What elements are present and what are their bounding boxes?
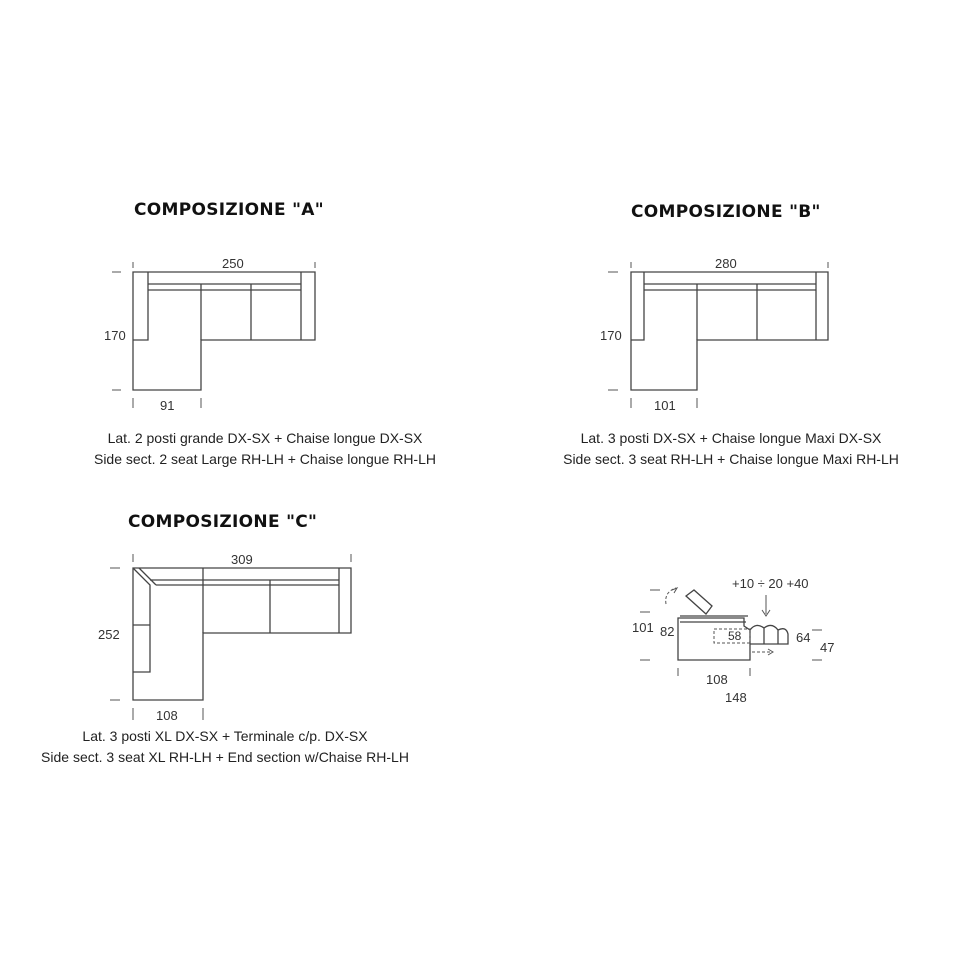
composition-c-title: COMPOSIZIONE "C" — [128, 512, 318, 532]
composition-c-chaise-label: 108 — [156, 708, 178, 723]
composition-c-depth-label: 252 — [98, 627, 120, 642]
composition-c-seat-lines — [203, 568, 270, 633]
side-profile-headrest — [686, 590, 712, 614]
composition-a-backrest — [148, 284, 301, 290]
side-profile-drawing — [678, 590, 788, 660]
composition-a-caption-en: Side sect. 2 seat Large RH-LH + Chaise longue RH-LH — [93, 451, 436, 467]
depth-label: 108 — [706, 672, 728, 687]
back-height-label: 82 — [660, 624, 675, 639]
composition-c-dimension-ticks — [110, 554, 351, 720]
composition-c-width-label: 309 — [231, 552, 253, 567]
composition-b-left-arm — [631, 272, 644, 340]
seat-depth-label: 58 — [728, 629, 742, 643]
composition-a-plan — [133, 272, 315, 390]
headrest-motion-arrow — [666, 588, 676, 604]
composition-b-plan — [631, 272, 828, 390]
composition-b-chaise-label: 101 — [654, 398, 676, 413]
seat-height-label: 64 — [796, 630, 811, 645]
composition-b-backrest — [644, 284, 816, 290]
composition-a-depth-label: 170 — [104, 328, 126, 343]
headrest-adjust-label: +10 ÷ 20 +40 — [732, 576, 809, 591]
composition-b-depth-label: 170 — [600, 328, 622, 343]
composition-c-plan — [133, 568, 351, 700]
headrest-arrowhead — [672, 588, 677, 593]
composition-a-seat-lines — [201, 284, 251, 340]
composition-a-chaise-label: 91 — [160, 398, 175, 413]
extended-depth-label: 148 — [725, 690, 747, 705]
composition-b-width-label: 280 — [715, 256, 737, 271]
composition-c-caption-it: Lat. 3 posti XL DX-SX + Terminale c/p. DX-SX — [82, 728, 368, 744]
composition-a-width-label: 250 — [222, 256, 244, 271]
composition-b-title: COMPOSIZIONE "B" — [631, 202, 821, 222]
composition-b-caption-en: Side sect. 3 seat RH-LH + Chaise longue Maxi RH-LH — [563, 451, 899, 467]
composition-c-backrest — [150, 580, 339, 585]
side-profile-footrest — [750, 625, 788, 644]
composition-c-caption-en: Side sect. 3 seat XL RH-LH + End section w/Chaise RH-LH — [41, 749, 409, 765]
composition-a-left-arm — [133, 272, 148, 340]
composition-c-corner-back — [133, 568, 156, 672]
composition-b-caption-it: Lat. 3 posti DX-SX + Chaise longue Maxi DX-SX — [580, 430, 882, 446]
composition-a-title: COMPOSIZIONE "A" — [134, 200, 324, 220]
footrest-height-label: 47 — [820, 640, 835, 655]
total-height-label: 101 — [632, 620, 654, 635]
composition-a-caption-it: Lat. 2 posti grande DX-SX + Chaise longue DX-SX — [107, 430, 423, 446]
composition-c-outline — [133, 568, 351, 700]
composition-b-seat-lines — [697, 284, 757, 340]
side-profile-seat — [680, 616, 748, 622]
